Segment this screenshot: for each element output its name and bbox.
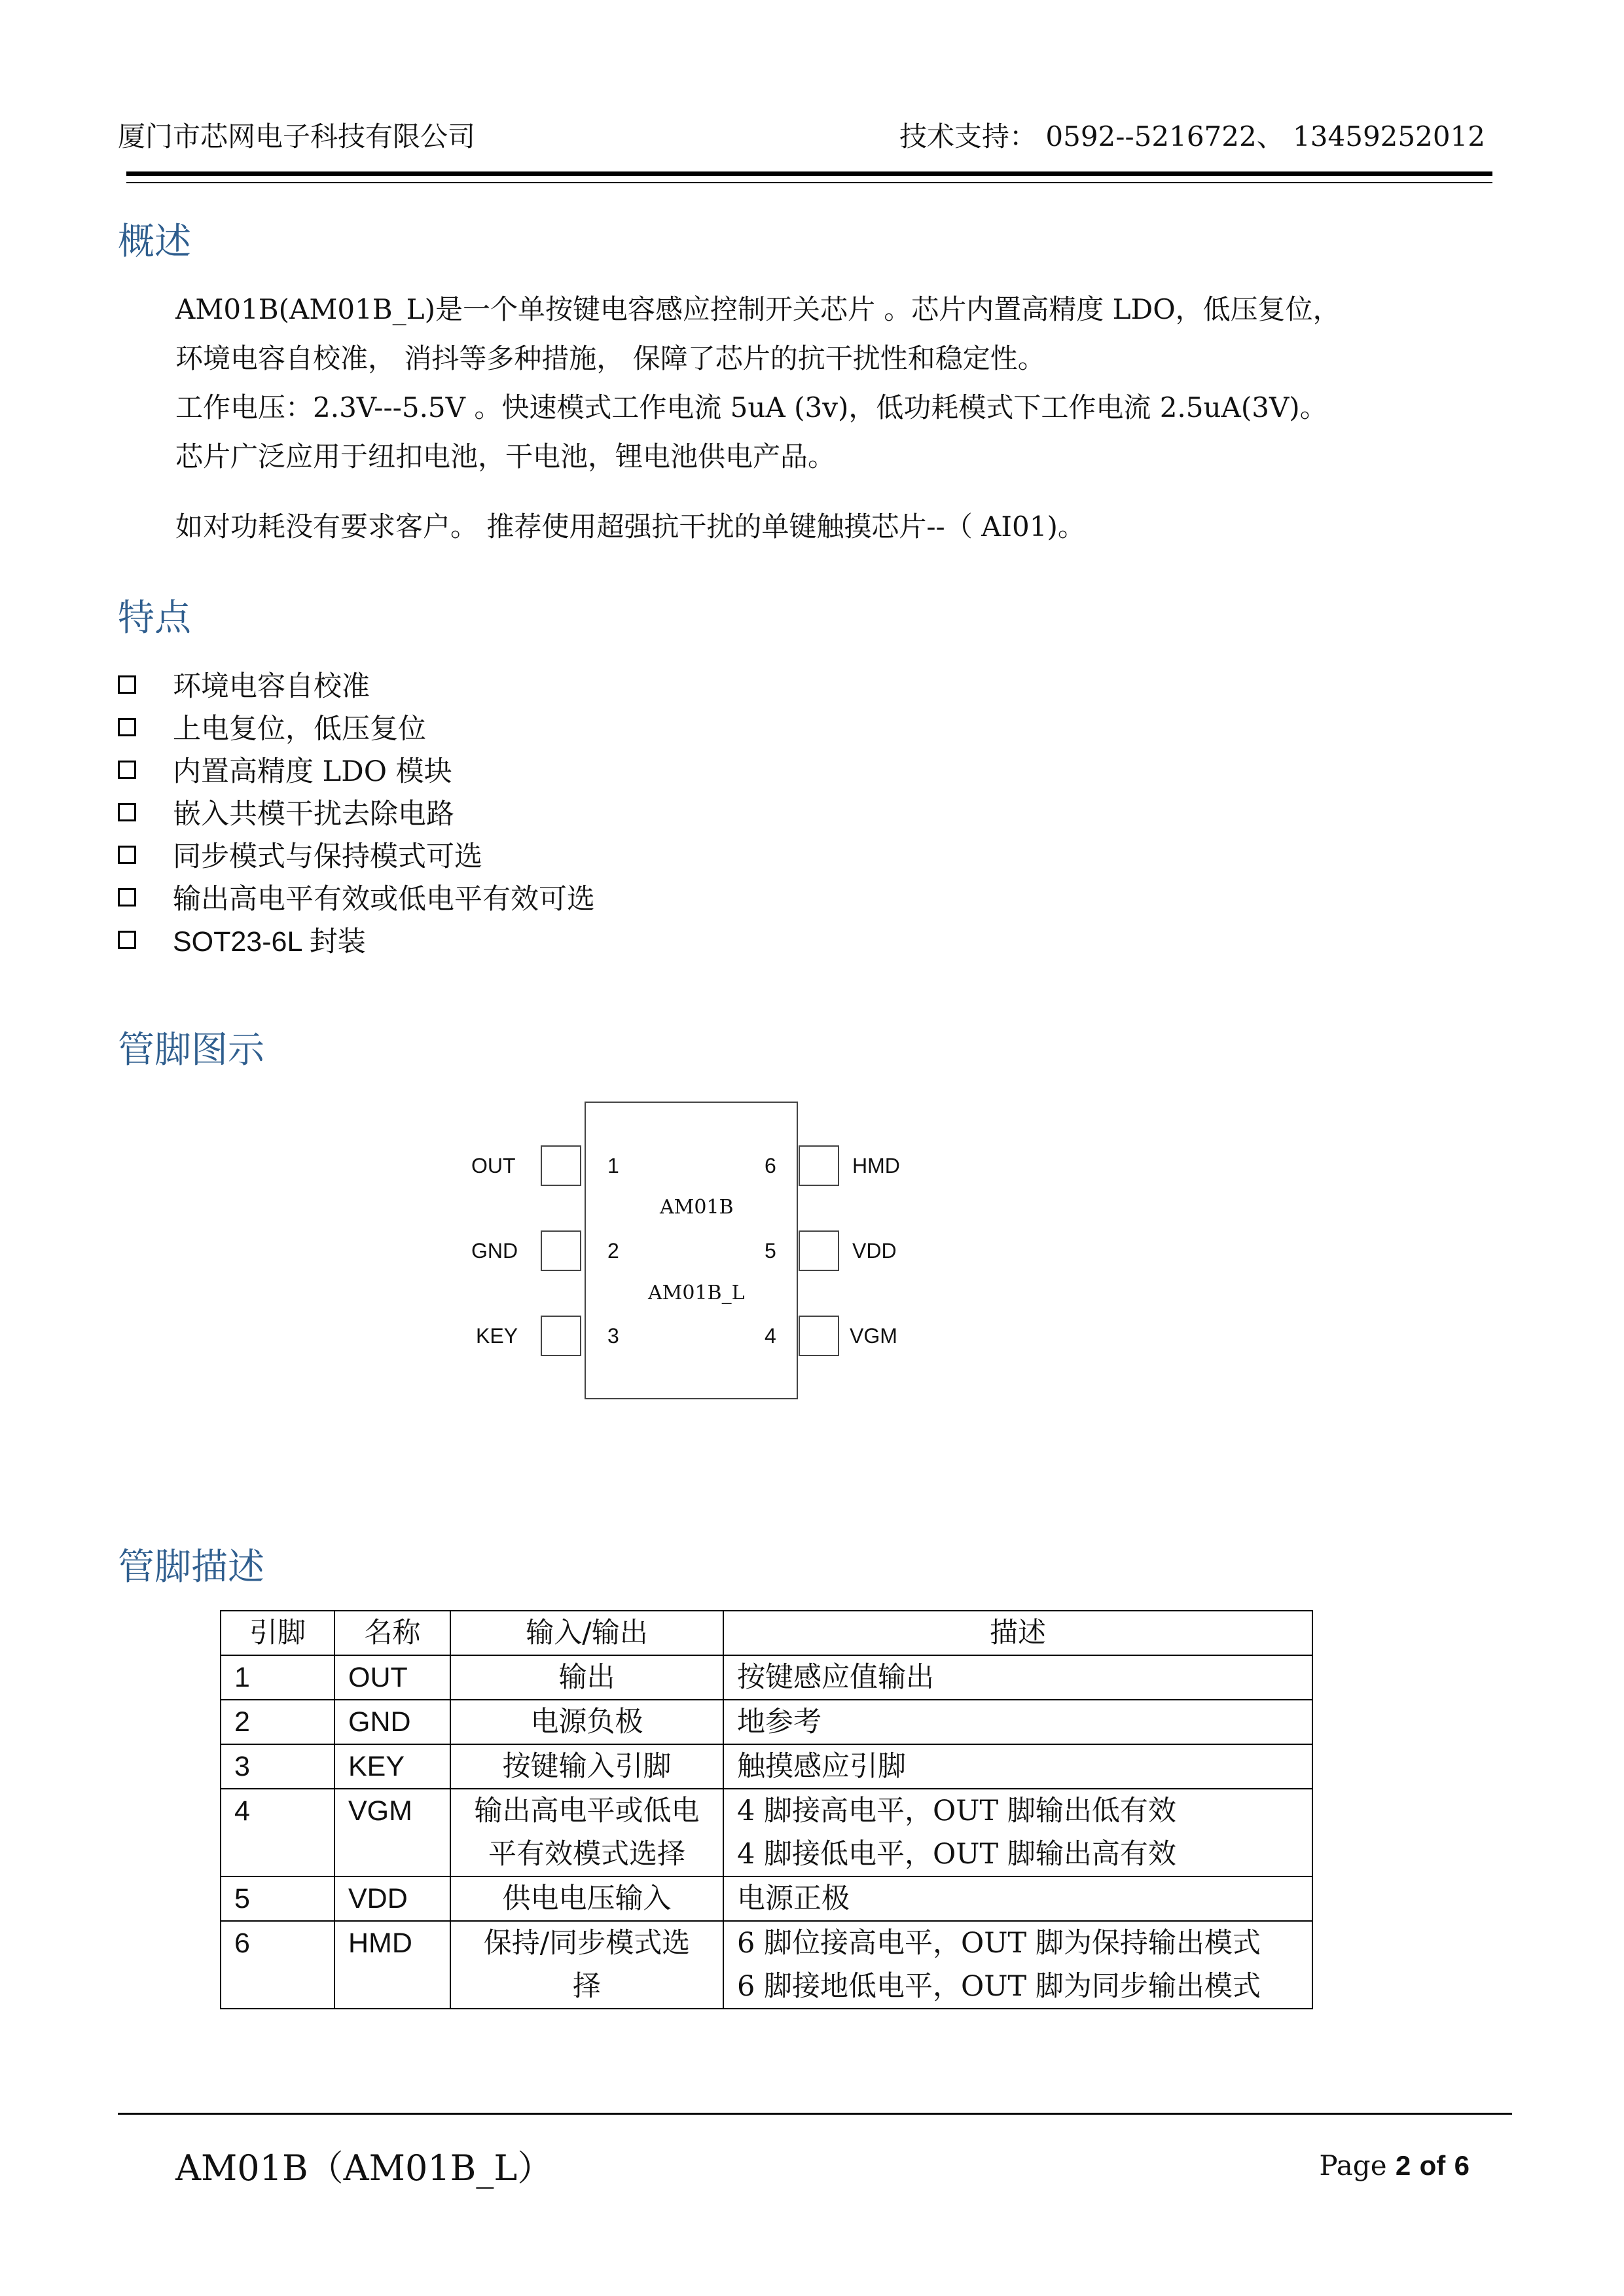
checkbox-icon bbox=[118, 888, 136, 906]
header-divider-thin bbox=[126, 182, 1492, 183]
io-cell: 输出 bbox=[450, 1655, 723, 1700]
pin-number: 1 bbox=[607, 1154, 619, 1177]
feature-item: SOT23-6L 封装 bbox=[118, 920, 366, 960]
company-name: 厦门市芯网电子科技有限公司 bbox=[118, 120, 476, 152]
pin-cell: 2 bbox=[221, 1700, 334, 1744]
desc-cell: 地参考 bbox=[723, 1700, 1312, 1744]
column-header: 引脚 bbox=[221, 1611, 334, 1655]
table-row bbox=[221, 1921, 1312, 2009]
footer-divider bbox=[118, 2113, 1512, 2115]
overview-line: 芯片广泛应用于纽扣电池，干电池，锂电池供电产品。 bbox=[175, 440, 836, 473]
column-header: 名称 bbox=[334, 1611, 450, 1655]
io-cell: 按键输入引脚 bbox=[450, 1744, 723, 1789]
pin-label-vdd: VDD bbox=[852, 1239, 897, 1263]
feature-item: 内置高精度 LDO 模块 bbox=[118, 749, 452, 789]
overview-title: 概述 bbox=[118, 221, 191, 263]
name-cell: KEY bbox=[334, 1744, 450, 1789]
table-row bbox=[221, 1655, 1312, 1700]
overview-line: 工作电压：2.3V---5.5V 。快速模式工作电流 5uA (3v)，低功耗模式下工作电流 2.5uA(3V)。 bbox=[175, 391, 1327, 423]
overview-line: 环境电容自校准， 消抖等多种措施， 保障了芯片的抗干扰性和稳定性。 bbox=[175, 342, 1045, 374]
pin-description-title: 管脚描述 bbox=[118, 1546, 264, 1588]
desc-cell: 4 脚接高电平，OUT 脚输出低有效 4 脚接低电平，OUT 脚输出高有效 bbox=[723, 1789, 1312, 1876]
feature-item: 上电复位，低压复位 bbox=[118, 707, 426, 747]
overview-line: 如对功耗没有要求客户。 推荐使用超强抗干扰的单键触摸芯片--（ AI01)。 bbox=[175, 511, 1085, 543]
pin-pad bbox=[541, 1230, 581, 1271]
table-header-row bbox=[221, 1611, 1312, 1655]
overview-line: AM01B(AM01B_L)是一个单按键电容感应控制开关芯片 。芯片内置高精度 LDO，低压复位， bbox=[175, 293, 1341, 325]
table-row bbox=[221, 1876, 1312, 1921]
chip-label: AM01B_L bbox=[648, 1282, 745, 1304]
column-header: 描述 bbox=[723, 1611, 1312, 1655]
pin-label-gnd: GND bbox=[471, 1239, 518, 1263]
pin-cell: 1 bbox=[221, 1655, 334, 1700]
pin-pad bbox=[799, 1145, 839, 1186]
feature-item: 同步模式与保持模式可选 bbox=[118, 834, 482, 874]
features-title: 特点 bbox=[118, 597, 191, 639]
pin-description-table bbox=[220, 1610, 1313, 2009]
feature-item: 输出高电平有效或低电平有效可选 bbox=[118, 877, 595, 917]
table-row bbox=[221, 1744, 1312, 1789]
name-cell: VGM bbox=[334, 1789, 450, 1876]
checkbox-icon bbox=[118, 846, 136, 864]
pin-number: 5 bbox=[765, 1239, 776, 1263]
pin-cell: 6 bbox=[221, 1921, 334, 2009]
io-cell: 输出高电平或低电 平有效模式选择 bbox=[450, 1789, 723, 1876]
pin-pad bbox=[799, 1230, 839, 1271]
pin-cell: 5 bbox=[221, 1876, 334, 1921]
pin-number: 3 bbox=[607, 1324, 619, 1348]
pin-label-hmd: HMD bbox=[852, 1154, 900, 1177]
checkbox-icon bbox=[118, 761, 136, 779]
table-row bbox=[221, 1789, 1312, 1876]
desc-cell: 按键感应值输出 bbox=[723, 1655, 1312, 1700]
pin-label-key: KEY bbox=[476, 1324, 518, 1348]
feature-item: 环境电容自校准 bbox=[118, 664, 370, 704]
feature-item: 嵌入共模干扰去除电路 bbox=[118, 792, 454, 832]
pin-label-vgm: VGM bbox=[850, 1324, 897, 1348]
desc-cell: 电源正极 bbox=[723, 1876, 1312, 1921]
name-cell: HMD bbox=[334, 1921, 450, 2009]
io-cell: 供电电压输入 bbox=[450, 1876, 723, 1921]
pin-pad bbox=[541, 1145, 581, 1186]
name-cell: GND bbox=[334, 1700, 450, 1744]
footer-model: AM01B（AM01B_L） bbox=[175, 2147, 553, 2189]
checkbox-icon bbox=[118, 675, 136, 694]
pin-pad bbox=[541, 1316, 581, 1356]
page-indicator: Page 2 of 6 bbox=[1319, 2149, 1470, 2181]
checkbox-icon bbox=[118, 803, 136, 821]
desc-cell: 6 脚位接高电平，OUT 脚为保持输出模式 6 脚接地低电平，OUT 脚为同步输出模式 bbox=[723, 1921, 1312, 2009]
pin-cell: 4 bbox=[221, 1789, 334, 1876]
column-header: 输入/输出 bbox=[450, 1611, 723, 1655]
table-row bbox=[221, 1700, 1312, 1744]
pin-label-out: OUT bbox=[471, 1154, 516, 1177]
pin-pad bbox=[799, 1316, 839, 1356]
chip-label: AM01B bbox=[660, 1196, 734, 1219]
pin-number: 6 bbox=[765, 1154, 776, 1177]
name-cell: OUT bbox=[334, 1655, 450, 1700]
io-cell: 保持/同步模式选 择 bbox=[450, 1921, 723, 2009]
header-divider-thick bbox=[126, 171, 1492, 176]
checkbox-icon bbox=[118, 718, 136, 736]
support-contact: 技术支持： 0592--5216722、 13459252012 bbox=[899, 120, 1485, 152]
pin-number: 2 bbox=[607, 1239, 619, 1263]
checkbox-icon bbox=[118, 931, 136, 949]
pin-diagram-title: 管脚图示 bbox=[118, 1029, 264, 1071]
pin-number: 4 bbox=[765, 1324, 776, 1348]
name-cell: VDD bbox=[334, 1876, 450, 1921]
io-cell: 电源负极 bbox=[450, 1700, 723, 1744]
desc-cell: 触摸感应引脚 bbox=[723, 1744, 1312, 1789]
pin-cell: 3 bbox=[221, 1744, 334, 1789]
